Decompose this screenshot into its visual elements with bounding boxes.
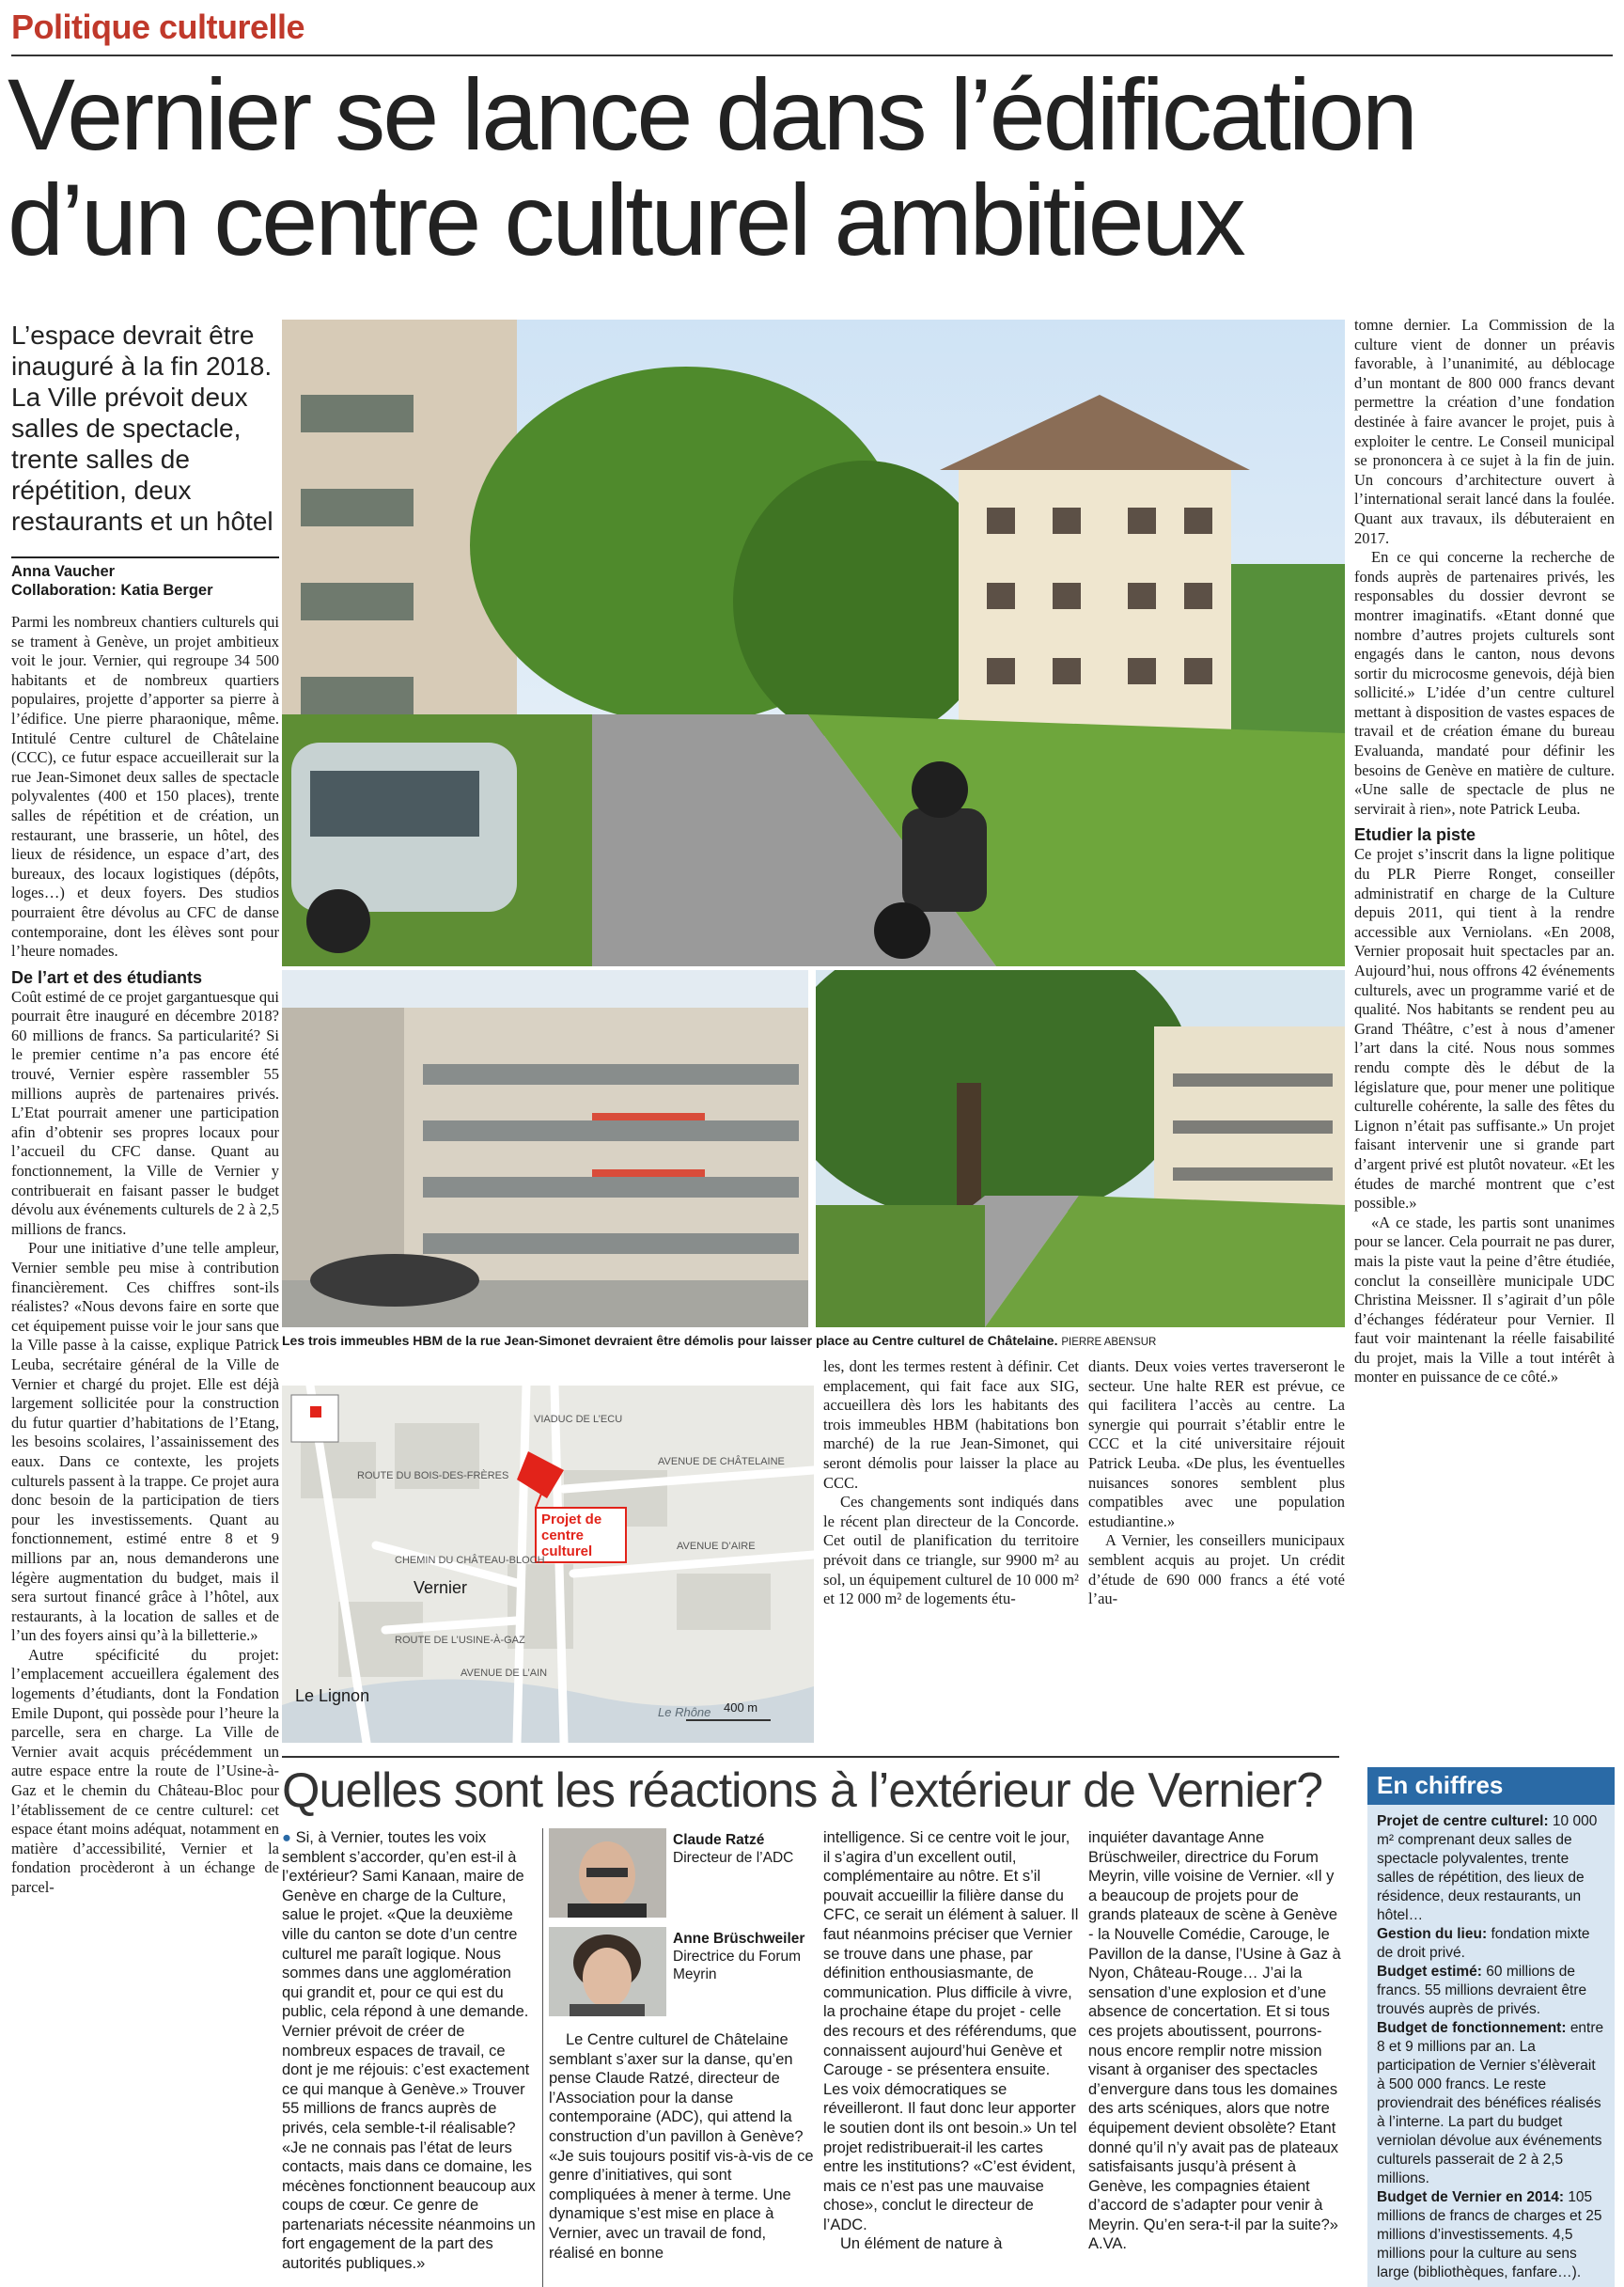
reaction-text: intelligence. Si ce centre voit le jour, il s’agira d’un excellent outil, complémentaire au nôtre. Et s’il pouvait accueillir la filière danse du CFC, ce serait un élément à saluer. Il faut néanmoins préciser que Vernier se trouve dans une phase, par définition enthousiasmante, de communication. Plus difficile à vivre, la prochaine étape du projet - celle des recours et des référendums, que connaissent aujourd’hui Genève et Carouge - se présentera ensuite. Les voix démocratiques se réveilleront. Il faut donc leur apporter le soutien dont ils ont besoin.» Un tel projet redistribuerait-il les cartes entre les institutions? «C’est évident, mais ce n’est pas une mauvaise chose», conclut le directeur de l’ADC.: [823, 1829, 1079, 2233]
headline: [8, 57, 1615, 276]
figures-body: [1367, 1805, 1615, 2287]
photo-caption: [282, 1332, 1345, 1351]
section-rubric: Politique culturelle: [11, 8, 305, 46]
person-card-2: [673, 1930, 814, 1983]
portrait-anne-bruschweiler: [549, 1927, 666, 2016]
reaction-text: Si, à Vernier, toutes les voix semblent s’accorder, qu’en est-il à l’extérieur? Sami Kanaan, maire de Genève en charge de la Culture, salue le projet. «Que la deuxième ville du canton se dote d’un centre culturel me paraît logique. Nous sommes dans une agglomération qui grandit et, pour ce qui est du public, cela répond à une demande. Vernier prévoit de créer de nombreux espaces de travail, ce dont je me réjouis: c’est exactement ce qui manque à Genève.» Trouver 55 millions de francs auprès de privés, cela semble-t-il réalisable? «Je ne connais pas l’état de leurs contacts, mais dans ce domaine, les mécènes fonctionnent beaucoup aux coups de cœur. Ce genre de partenariats nécessite néanmoins un fort engagement de la part des autorités publiques.»: [282, 1829, 536, 2273]
subheading: Etudier la piste: [1354, 825, 1476, 845]
article-paragraph: En ce qui concerne la recherche de fonds auprès de partenaires privés, les responsables du dossier devront se montrer imaginatifs. «Etant donné que nombre d’autres projets culturels sont engagés dans le canton, nous devons sortir du microcosme genevois, déjà bien sollicité.» L’idée d’un centre culturel mettant à disposition de vastes espaces de travail et de création émane du bureau Evaluanda, mandaté pour définir les besoins de Genève en matière de culture. «Une salle de spectacle de plus ne servirait à rien», note Patrick Leuba.: [1354, 548, 1615, 818]
reactions-title: Quelles sont les réactions à l’extérieur de Vernier?: [282, 1763, 1323, 1818]
article-column-1: [11, 613, 279, 2282]
article-paragraph: A Vernier, les conseillers municipaux semblent acquis au projet. Un crédit d’étude de 690 000 francs a été voté l’au-: [1088, 1531, 1345, 1608]
map-label-usine: ROUTE DE L’USINE-À-GAZ: [395, 1635, 525, 1646]
byline: [11, 556, 279, 600]
map-label-bloch: CHEMIN DU CHÂTEAU-BLOCH: [395, 1555, 545, 1566]
article-paragraph: «A ce stade, les partis sont unanimes pour se lancer. Cela pourrait ne pas durer, mais la piste vaut la peine d’être étudiée, conclut la conseillère municipale UDC Christina Meissner. Il s’agirait d’un pôle d’échanges fédérateur pour Vernier. Il faut voir maintenant la réelle faisabilité du projet, mais la Ville a tout intérêt à monter en puissance de ce côté.»: [1354, 1213, 1615, 1386]
lead-paragraph: L’espace devrait être inauguré à la fin 2018. La Ville prévoit deux salles de spectacle, trente salles de répétition, deux restaurants et un hôtel: [11, 321, 273, 536]
person-photo-icon: [549, 1828, 666, 1918]
reactions-column-4: inquiéter davantage Anne Brüschweiler, directrice du Forum Meyrin, ville voisine de Vernier. «Il y a beaucoup de projets pour de grands plateaux de scène à Genève - la Nouvelle Comédie, Carouge, le Pavillon de la danse, l’Usine à Gaz à Nyon, Château-Rouge… J’ai la sensation d’une explosion et d’une absence de concertation. Et si tous ces projets aboutissent, pourrons-nous encore remplir notre mission visant à organiser des spectacles d’envergure dans tous les domaines des arts scéniques, alors que notre équipement devient obsolète? Etant donné qu’il n’y avait pas de plateaux satisfaisants jusqu’à présent à Genève, les compagnies étaient d’accord de s’adapter pour venir à Meyrin. Qu’en sera-t-il par la suite?» A.VA.: [1088, 1829, 1341, 2253]
photo-right: [816, 970, 1345, 1327]
photo-credit: PIERRE ABENSUR: [1061, 1337, 1157, 1348]
bullet-icon: ●: [282, 1829, 291, 1846]
map-label-chatelaine: AVENUE DE CHÂTELAINE: [658, 1456, 785, 1467]
map-label-aire: AVENUE D’AIRE: [677, 1541, 756, 1552]
figure-item: Budget estimé: 60 millions de francs. 55 millions devraient être trouvés auprès de privés.: [1377, 1964, 1587, 2017]
article-paragraph: Autre spécificité du projet: l’emplacement accueillera également des logements d’étudiants, dont la Fondation Emile Dupont, qui possède pour l’heure la parcelle, sera en charge. La Ville de Vernier avait acquis précédemment un autre espace entre la route de l’Usine-à-Gaz et le chemin du Château-Bloc pour l’établissement de ce centre culturel: cet espace étant moins adéquat, notamment en matière d’accessibilité, Vernier et la fondation procèderont à un échange de parcel-: [11, 1645, 279, 1896]
article-paragraph: diants. Deux voies vertes traverseront le secteur. Une halte RER est prévue, ce qui facilitera l’accès au centre. La synergie qui pourrait s’établir entre le CCC et la cité universitaire réjouit Patrick Leuba. «De plus, les éventuelles nuisances sonores semblent plus compatibles avec une population estudiantine.»: [1088, 1357, 1345, 1530]
person-role: Directrice du Forum Meyrin: [673, 1949, 802, 1982]
reactions-column-3: [823, 1828, 1079, 2287]
portrait-claude-ratze: [549, 1828, 666, 1918]
article-paragraph: Ces changements sont indiqués dans le récent plan directeur de la Concorde. Cet outil de planification du territoire prévoit dans ce triangle, sur 9900 m² au sol, un équipement culturel de 10 000 m² et 12 000 m² de logements étu-: [823, 1493, 1079, 1608]
section-rule: [282, 1756, 1339, 1758]
headline-line-2: d’un centre culturel ambitieux: [8, 163, 1243, 276]
byline-author: Anna Vaucher: [11, 563, 116, 580]
article-paragraph: Coût estimé de ce projet gargantuesque qui pourrait être inauguré en décembre 2018? 60 millions de francs. Sa particularité? Si le premier centime n’a pas encore été trouvé, Vernier espère rassembler 55 millions auprès de partenaires privés. L’Etat pourrait amener une participation afin d’obtenir ses propres locaux pour l’accueil du CFC danse. Quant au fonctionnement, la Ville de Vernier y contribuerait en faisant passer le budget dévolu aux événements culturels de 2 à 2,5 millions de francs.: [11, 987, 279, 1238]
map-label-ain: AVENUE DE L’AIN: [461, 1668, 548, 1679]
map-label-lignon: Le Lignon: [295, 1686, 370, 1705]
photo-building-balconies: [282, 970, 808, 1327]
figure-item: Budget de fonctionnement: entre 8 et 9 millions par an. La participation de Vernier s’élèverait à 500 000 francs. Le reste proviendrait des bénéfices réalisés à l’interne. La part du budget verniolan dévolue aux événements culturels passerait de 2 à 2,5 millions.: [1377, 2020, 1604, 2186]
byline-collab: Collaboration: Katia Berger: [11, 582, 213, 599]
caption-text: Les trois immeubles HBM de la rue Jean-Simonet devraient être démolis pour laisser place au Centre culturel de Châtelaine.: [282, 1333, 1058, 1348]
map-scale-label: 400 m: [724, 1700, 758, 1715]
map-label-vernier: Vernier: [414, 1578, 468, 1597]
article-paragraph: tomne dernier. La Commission de la culture vient de donner un préavis favorable, à l’unanimité, au déblocage d’un montant de 800 000 francs devant permettre la création d’une fondation destinée à faire avancer le projet, puis à exploiter le centre. Le Conseil municipal se prononcera à ce sujet à la fin de juin. Un concours d’architecture ouvert à l’international serait lancé dans la foulée. Quant aux travaux, ils débuteraient en 2017.: [1354, 316, 1615, 547]
subheading: De l’art et des étudiants: [11, 967, 203, 987]
headline-line-1: Vernier se lance dans l’édification: [8, 57, 1415, 171]
person-name: Anne Brüschweiler: [673, 1931, 805, 1947]
article-paragraph: Ce projet s’inscrit dans la ligne politique du PLR Pierre Ronget, conseiller administratif en charge de la Culture depuis 2011, qui tient à la rendre accessible aux Verniolans. «En 2008, Vernier proposait huit spectacles par an. Aujourd’hui, nous offrons 42 événements culturels, avec un programme varié et de qualité. Nos habitants se rendent peu au Grand Théâtre, c’est à nous d’amener l’art dans la cité. Nous nous sommes rendu compte dès le début de la législature que, pour mener une politique culturelle cohérente, la salle des fêtes du Lignon n’était pas suffisante.» Un projet faisant intervenir une si grande part d’argent privé est plutôt novateur. «Et les études de marché montrent que c’est possible.»: [1354, 845, 1615, 1213]
article-column-3: [1088, 1357, 1345, 1752]
person-name: Claude Ratzé: [673, 1832, 765, 1848]
photo-path-trees: [816, 970, 1345, 1327]
column-divider: [542, 1828, 543, 2287]
person-photo-icon: [549, 1927, 666, 2016]
main-photo: [282, 320, 1345, 966]
map-label-project: Projet de centre culturel: [541, 1512, 602, 1559]
reaction-text: Un élément de nature à: [840, 2235, 1003, 2253]
figures-box: [1367, 1767, 1615, 2287]
person-role: Directeur de l’ADC: [673, 1850, 794, 1866]
map-label-rhone: Le Rhône: [658, 1705, 711, 1719]
photo-left: [282, 970, 808, 1327]
location-map: [282, 1386, 814, 1743]
figure-item: Gestion du lieu: fondation mixte de droit privé.: [1377, 1926, 1590, 1961]
map-label-bois: ROUTE DU BOIS-DES-FRÈRES: [357, 1470, 509, 1481]
article-column-2: [823, 1357, 1079, 1752]
map-label-viaduc: VIADUC DE L’ECU: [534, 1414, 623, 1425]
figure-item: Projet de centre culturel: 10 000 m² comprenant deux salles de spectacle polyvalentes, trente salles de répétition, des lieux de résidence, deux restaurants, un hôtel…: [1377, 1813, 1598, 1923]
person-card-1: [673, 1831, 814, 1867]
photo-street-hbm-buildings: [282, 320, 1345, 966]
top-rule: [11, 55, 1613, 56]
article-column-4: [1354, 316, 1615, 1756]
figures-title: En chiffres: [1367, 1767, 1615, 1805]
figure-item: Budget de Vernier en 2014: 105 millions de francs de charges et 25 millions d’investissements. 4,5 millions pour la culture au sens large (bibliothèques, fanfare…).: [1377, 2189, 1602, 2280]
reactions-column-2: Le Centre culturel de Châtelaine semblant s’axer sur la danse, qu’en pense Claude Ratzé, directeur de l’Association pour la danse contemporaine (ADC), qui attend la construction d’un pavillon à Genève? «Je suis toujours positif vis-à-vis de ce genre d’initiatives, qui sont compliquées à mener à terme. Une dynamique s’est mise en place à Vernier, avec un travail de fond, réalisé en bonne: [549, 2031, 814, 2262]
reactions-column-1: [282, 1828, 536, 2287]
article-paragraph: Parmi les nombreux chantiers culturels qui se trament à Genève, un projet ambitieux voit le jour. Vernier, qui regroupe 34 500 habitants et de nombreux quartiers populaires, projette d’apporter sa pierre à l’édifice. Une pierre pharaonique, même. Intitulé Centre culturel de Châtelaine (CCC), ce futur espace accueillerait sur la rue Jean-Simonet deux salles de spectacle polyvalentes (400 et 150 places), trente salles de répétition et de création, un restaurant, une brasserie, un hôtel, des lieux de résidence, un espace d’art, des bureaux, des locaux logistiques (dépôts, loges…) et deux foyers. Des studios pourraient être dévolus au CFC de danse contemporaine, dont les élèves sont pour l’heure nomades.: [11, 613, 279, 961]
article-paragraph: Pour une initiative d’une telle ampleur, Vernier semble peu mise à contribution financièrement. Ces chiffres sont-ils réalistes? «Nous devons faire en sorte que cet équipement puisse voir le jour sans que la Ville passe à la caisse, explique Patrick Leuba, secrétaire général de la Ville de Vernier et chargé du projet. Elle est déjà largement sollicitée pour la construction du futur quartier d’habitations de l’Etang, les besoins scolaires, l’assainissement des eaux. Dans ce contexte, les projets culturels passent à la trappe. Ce projet aura donc besoin de la participation de tiers pour les investissements. Quant au fonctionnement, estimé entre 8 et 9 millions par an, nous demanderons une légère augmentation du budget, mais il sera surtout financé grâce à l’hôtel, aux restaurants, à la location de salles et de l’un des foyers ainsi qu’à la billetterie.»: [11, 1239, 279, 1645]
article-paragraph: les, dont les termes restent à définir. Cet emplacement, qui fait face aux SIG, accueillera dès lors les habitants des trois immeubles HBM (habitations bon marché) de la rue Jean-Simonet, qui seront démolis pour laisser la place au CCC.: [823, 1357, 1079, 1492]
